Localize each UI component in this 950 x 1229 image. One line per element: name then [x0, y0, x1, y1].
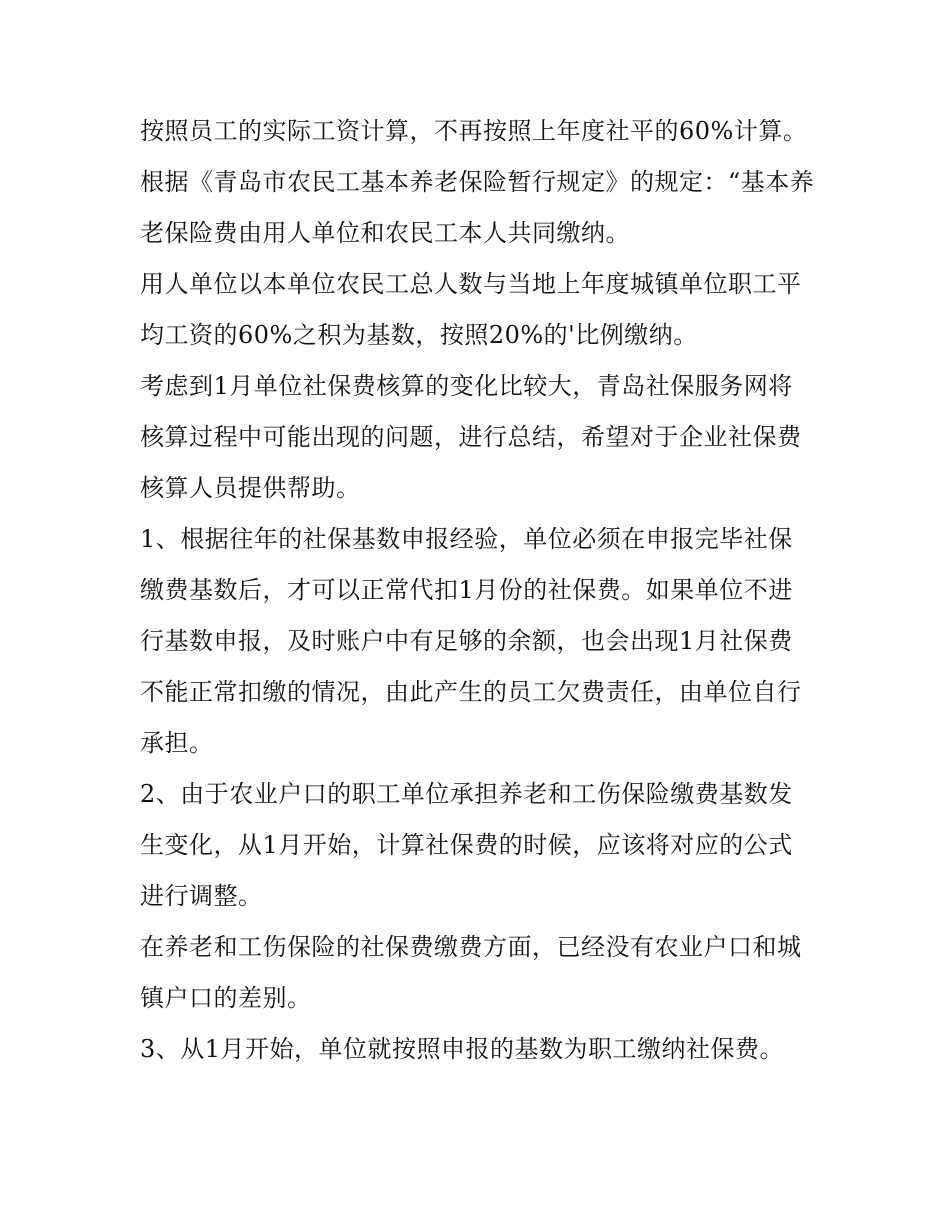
paragraph-item-2: 2、由于农业户口的职工单位承担养老和工伤保险缴费基数发生变化，从1月开始，计算社保费的时候，应该将对应的公式进行调整。 — [140, 780, 793, 910]
paragraph-item-3: 3、从1月开始，单位就按照申报的基数为职工缴纳社保费。 — [140, 1035, 785, 1063]
paragraph-qingdao-regulation: 根据《青岛市农民工基本养老保险暂行规定》的规定：“基本养老保险费由用人单位和农民工本人共同缴纳。 — [140, 168, 815, 247]
paragraph-no-distinction: 在养老和工伤保险的社保费缴费方面，已经没有农业户口和城镇户口的差别。 — [140, 933, 802, 1012]
paragraph-wage-basis: 按照员工的实际工资计算，不再按照上年度社平的60%计算。 — [140, 117, 808, 145]
paragraph-employer-base: 用人单位以本单位农民工总人数与当地上年度城镇单位职工平均工资的60%之积为基数，按照20%的'比例缴纳。 — [140, 270, 802, 349]
paragraph-january-accounting: 考虑到1月单位社保费核算的变化比较大，青岛社保服务网将核算过程中可能出现的问题，进行总结，希望对于企业社保费核算人员提供帮助。 — [140, 372, 802, 502]
document-body — [140, 106, 816, 1075]
paragraph-item-1: 1、根据往年的社保基数申报经验，单位必须在申报完毕社保缴费基数后，才可以正常代扣1月份的社保费。如果单位不进行基数申报，及时账户中有足够的余额，也会出现1月社保费不能正常扣缴的情况，由此产生的员工欠费责任，由单位自行承担。 — [140, 525, 802, 757]
